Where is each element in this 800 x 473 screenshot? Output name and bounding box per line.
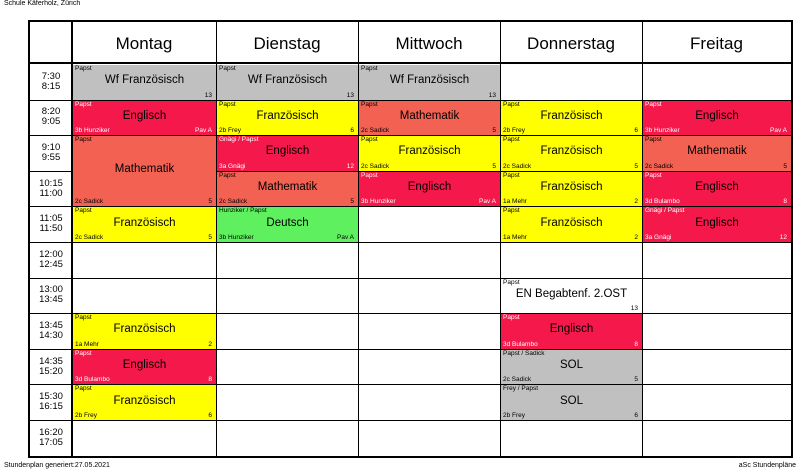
lesson-subject: Französisch xyxy=(113,216,176,229)
lesson-room: Pav A xyxy=(479,198,496,206)
lesson-group: 2c Sadick xyxy=(361,162,390,170)
lesson-card[interactable] xyxy=(73,350,216,385)
lesson-subject: Englisch xyxy=(695,109,739,122)
lesson-subject: EN Begabtenf. 2.OST xyxy=(515,287,628,300)
lesson-group: 2c Sadick xyxy=(75,198,104,206)
period-end: 12:45 xyxy=(39,258,63,270)
period-start: 11:05 xyxy=(39,213,63,225)
lesson-group: 3b Hunziker xyxy=(645,127,680,135)
lesson-subject: Französisch xyxy=(113,323,176,336)
lesson-teacher: Papst xyxy=(75,65,92,72)
period-start: 9:10 xyxy=(41,141,61,153)
period-time xyxy=(30,384,72,420)
period-start: 10:15 xyxy=(39,177,63,189)
lesson-card[interactable] xyxy=(217,172,358,207)
lesson-room: 13 xyxy=(630,305,638,313)
lesson-room: 5 xyxy=(350,198,354,206)
lesson-room: 5 xyxy=(208,198,212,206)
school-name: Schule Käferholz, Zürich xyxy=(4,0,81,7)
lesson-teacher: Papst xyxy=(75,385,92,393)
lesson-group: 3b Hunziker xyxy=(219,233,254,241)
day-header-mittwoch: Mittwoch xyxy=(395,34,463,53)
lesson-card[interactable] xyxy=(73,136,216,206)
lesson-teacher: Papst xyxy=(645,136,662,144)
period-end: 13:45 xyxy=(39,294,63,306)
period-time xyxy=(30,278,72,314)
period-time xyxy=(30,135,72,171)
period-start: 13:45 xyxy=(39,319,63,331)
lesson-room: 2 xyxy=(634,233,638,241)
lesson-group: 1a Mehr xyxy=(503,198,527,206)
lesson-subject: Wf Französisch xyxy=(104,74,185,87)
lesson-room: 2 xyxy=(634,198,638,206)
lesson-subject: Mathematik xyxy=(114,163,175,176)
lesson-group: 3b Hunziker xyxy=(75,127,110,135)
lesson-group: 2c Sadick xyxy=(645,162,674,170)
lesson-teacher: Papst xyxy=(503,136,520,144)
lesson-teacher: Papst xyxy=(503,278,520,286)
lesson-teacher: Papst xyxy=(503,207,520,215)
lesson-room: 5 xyxy=(208,233,212,241)
lesson-teacher: Papst xyxy=(361,136,378,144)
lesson-room: Pav A xyxy=(770,127,787,135)
lesson-room: 8 xyxy=(783,198,787,206)
lesson-room: 13 xyxy=(488,91,496,99)
day-header-donnerstag: Donnerstag xyxy=(527,34,615,53)
period-time xyxy=(30,64,72,100)
period-end: 16:15 xyxy=(39,401,63,413)
lesson-group: 2c Sadick xyxy=(75,233,104,241)
lesson-subject: Deutsch xyxy=(266,216,309,229)
lesson-group: 2b Frey xyxy=(503,411,526,419)
lesson-card[interactable] xyxy=(217,207,358,242)
lesson-room: 6 xyxy=(634,127,638,135)
lesson-subject: Englisch xyxy=(122,109,167,122)
period-time xyxy=(30,313,72,349)
lesson-room: 5 xyxy=(634,376,638,384)
lesson-card[interactable] xyxy=(73,207,216,242)
period-end: 8:15 xyxy=(41,80,61,92)
lesson-room: 12 xyxy=(779,233,787,241)
lesson-teacher: Papst xyxy=(645,171,662,179)
lesson-subject: Französisch xyxy=(398,145,461,158)
lesson-teacher: Gnägi / Papst xyxy=(219,136,259,144)
period-time xyxy=(30,100,72,136)
lesson-group: 3b Hunziker xyxy=(361,198,396,206)
lesson-subject: Französisch xyxy=(540,181,603,194)
period-time xyxy=(30,171,72,207)
lesson-card[interactable] xyxy=(359,65,500,100)
period-start: 15:30 xyxy=(39,391,63,403)
period-time xyxy=(30,242,72,278)
lesson-card[interactable] xyxy=(359,101,500,136)
lesson-subject: Wf Französisch xyxy=(389,74,470,87)
lesson-subject: Englisch xyxy=(265,145,310,158)
lesson-room: 12 xyxy=(346,162,354,170)
lesson-teacher: Papst xyxy=(361,65,378,72)
lesson-subject: Mathematik xyxy=(257,181,318,194)
row-divider xyxy=(30,242,791,243)
lesson-card[interactable] xyxy=(501,385,642,420)
lesson-group: 1a Mehr xyxy=(75,340,99,348)
lesson-room: 6 xyxy=(350,127,354,135)
lesson-card[interactable] xyxy=(501,172,642,207)
lesson-subject: Englisch xyxy=(695,181,739,194)
lesson-room: 6 xyxy=(208,411,212,419)
lesson-subject: Wf Französisch xyxy=(247,74,328,87)
lesson-card[interactable] xyxy=(643,172,791,207)
lesson-room: 5 xyxy=(492,127,496,135)
lesson-room: 5 xyxy=(492,162,496,170)
lesson-card[interactable] xyxy=(73,101,216,136)
lesson-room: 5 xyxy=(783,162,787,170)
lesson-card[interactable] xyxy=(643,207,791,242)
lesson-group: 3a Gnägi xyxy=(219,162,246,170)
lesson-teacher: Papst xyxy=(503,171,520,179)
lesson-card[interactable] xyxy=(73,65,216,100)
day-header-montag: Montag xyxy=(115,34,173,53)
lesson-group: 2b Frey xyxy=(75,411,98,419)
period-start: 14:35 xyxy=(39,355,63,367)
lesson-teacher: Papst xyxy=(75,349,92,357)
row-divider xyxy=(30,420,791,421)
lesson-subject: SOL xyxy=(559,394,583,407)
lesson-subject: Französisch xyxy=(256,109,319,122)
lesson-group: 2c Sadick xyxy=(503,376,532,384)
lesson-group: 2c Sadick xyxy=(219,198,248,206)
period-time xyxy=(30,420,72,456)
lesson-card[interactable] xyxy=(501,136,642,171)
period-end: 14:30 xyxy=(39,329,63,341)
lesson-teacher: Papst xyxy=(75,207,92,215)
lesson-subject: Französisch xyxy=(113,394,176,407)
lesson-group: 1a Mehr xyxy=(503,233,527,241)
lesson-subject: Französisch xyxy=(540,216,603,229)
lesson-room: Pav A xyxy=(195,127,212,135)
row-divider xyxy=(30,278,791,279)
lesson-card[interactable] xyxy=(501,101,642,136)
lesson-subject: Mathematik xyxy=(399,109,460,122)
lesson-teacher: Papst xyxy=(75,136,92,144)
period-start: 16:20 xyxy=(39,426,63,438)
lesson-room: Pav A xyxy=(337,233,354,241)
lesson-group: 3a Gnägi xyxy=(645,233,672,241)
period-end: 11:50 xyxy=(39,223,63,235)
lesson-teacher: Papst xyxy=(503,314,520,322)
lesson-teacher: Frey / Papst xyxy=(503,385,539,393)
day-header-dienstag: Dienstag xyxy=(253,34,321,53)
lesson-subject: Mathematik xyxy=(687,145,747,158)
lesson-subject: Englisch xyxy=(122,359,167,372)
period-time xyxy=(30,206,72,242)
lesson-group: 2c Sadick xyxy=(361,127,390,135)
period-end: 17:05 xyxy=(39,436,63,448)
lesson-room: 6 xyxy=(634,411,638,419)
lesson-card[interactable] xyxy=(501,207,642,242)
period-end: 11:00 xyxy=(39,187,63,199)
timetable-grid xyxy=(28,20,793,458)
lesson-teacher: Papst xyxy=(361,171,378,179)
period-start: 8:20 xyxy=(41,106,61,118)
lesson-subject: Englisch xyxy=(695,216,739,229)
lesson-teacher: Hunziker / Papst xyxy=(219,207,267,215)
lesson-room: 2 xyxy=(208,340,212,348)
period-time xyxy=(30,349,72,385)
lesson-subject: SOL xyxy=(559,359,583,372)
lesson-teacher: Papst xyxy=(219,100,236,108)
lesson-room: 8 xyxy=(634,340,638,348)
lesson-teacher: Papst xyxy=(219,65,236,72)
lesson-group: 2b Frey xyxy=(219,127,242,135)
brand-label: aSc Stundenpläne xyxy=(738,462,796,469)
day-header-freitag: Freitag xyxy=(690,34,743,53)
lesson-room: 13 xyxy=(204,91,212,99)
lesson-teacher: Papst / Sadick xyxy=(503,349,545,357)
lesson-group: 3d Bulambo xyxy=(503,340,538,348)
period-end: 9:05 xyxy=(41,116,61,128)
lesson-subject: Englisch xyxy=(407,181,452,194)
lesson-teacher: Gnägi / Papst xyxy=(645,207,685,215)
lesson-group: 3d Bulambo xyxy=(645,198,680,206)
lesson-subject: Französisch xyxy=(540,145,603,158)
period-start: 7:30 xyxy=(41,70,61,82)
lesson-card[interactable] xyxy=(217,65,358,100)
lesson-card[interactable] xyxy=(217,101,358,136)
lesson-subject: Englisch xyxy=(549,323,594,336)
lesson-room: 13 xyxy=(346,91,354,99)
generated-date: Stundenplan generiert:27.05.2021 xyxy=(4,462,110,469)
lesson-group: 3d Bulambo xyxy=(75,376,110,384)
lesson-teacher: Papst xyxy=(645,100,662,108)
period-start: 13:00 xyxy=(39,284,63,296)
lesson-card[interactable] xyxy=(643,136,791,171)
lesson-card[interactable] xyxy=(359,136,500,171)
lesson-card[interactable] xyxy=(501,314,642,349)
lesson-room: 8 xyxy=(208,376,212,384)
lesson-group: 2c Sadick xyxy=(503,162,532,170)
lesson-card[interactable] xyxy=(501,350,642,385)
lesson-card[interactable] xyxy=(501,279,642,314)
lesson-card[interactable] xyxy=(643,101,791,136)
period-end: 15:20 xyxy=(39,365,63,377)
lesson-card[interactable] xyxy=(73,385,216,420)
lesson-teacher: Papst xyxy=(361,100,378,108)
lesson-teacher: Papst xyxy=(75,314,92,322)
lesson-teacher: Papst xyxy=(75,100,92,108)
lesson-teacher: Papst xyxy=(503,100,520,108)
lesson-card[interactable] xyxy=(73,314,216,349)
lesson-teacher: Papst xyxy=(219,171,236,179)
period-end: 9:55 xyxy=(41,151,61,163)
lesson-card[interactable] xyxy=(359,172,500,207)
lesson-card[interactable] xyxy=(217,136,358,171)
lesson-group: 2b Frey xyxy=(503,127,526,135)
lesson-subject: Französisch xyxy=(540,109,603,122)
period-start: 12:00 xyxy=(39,248,63,260)
lesson-room: 5 xyxy=(634,162,638,170)
